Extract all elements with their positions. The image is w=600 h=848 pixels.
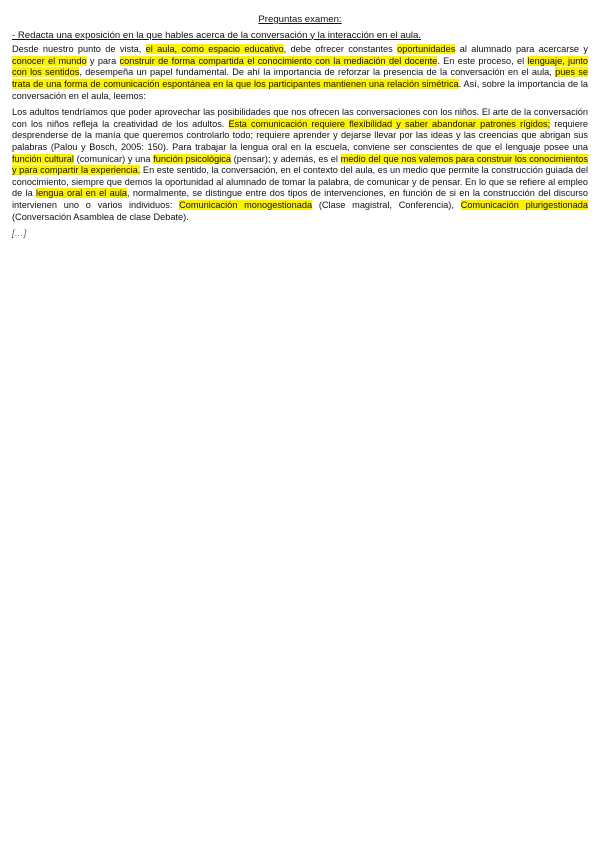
section-heading-1: - Redacta una exposición en la que hables acerca de la conversación y la interacción en el aula. [12,29,422,41]
highlighted-text: Esta comunicación requiere flexibilidad y saber abandonar patrones rígidos; [228,118,551,129]
highlighted-text: pues se trata de una forma de comunicación espontánea en la que los participantes mantienen una relación simétrica [12,67,588,89]
highlighted-text: Comunicación monogestionada [179,199,313,210]
highlighted-text: Comunicación plurigestionada [460,199,588,210]
text-run: (pensar); y además, es el [230,153,341,164]
text-run: (Conversación Asamblea de clase Debate). [12,211,189,222]
highlighted-text: lenguaje, junto con los sentidos [12,55,588,78]
text-run: Desde nuestro punto de vista, [12,44,146,55]
highlighted-text: conocer el mundo [12,55,87,66]
highlighted-text: oportunidades [397,44,456,55]
highlighted-text: lengua oral en el aula [36,188,127,199]
highlighted-text: función psicológica [153,153,231,164]
page-title: Preguntas examen: [258,14,342,25]
paragraph-2 [12,107,588,223]
highlighted-text: función cultural [12,153,74,164]
highlighted-text: el aula, como espacio educativo [145,44,284,55]
paragraph-1 [12,44,588,102]
highlighted-text: construir de forma compartida el conocimiento con la mediación del docente [119,55,438,66]
text-run: Los adultos tendríamos que poder aprovechar las posibilidades que nos ofrecen las conversaciones con los niños. El arte de la conversación con los niños refleja la creatividad de los adultos. [12,107,588,129]
text-run: y para [86,55,120,66]
text-run: , normalmente, se distingue entre dos tipos de intervenciones, en función de si en la construcción del discurso intervienen uno o varios individuos: [12,188,588,210]
highlighted-text: medio del que nos valemos para construir los conocimientos y para compartir la experiencia. [12,153,589,176]
text-run: requiere desprenderse de la manía que queremos controlarlo todo; requiere aprender y dejarse llevar por las ideas y las creencias que abrigan sus palabras (Palou y Bosch, 2005: 150). Para trabajar la lengua oral en la escuela, conviene ser conscientes de que el lenguaje posee una [12,118,589,152]
text-run: (Clase magistral, Conferencia), [312,199,461,210]
text-run: (comunicar) y una [73,153,154,164]
text-run: , debe ofrecer constantes [283,44,398,55]
truncation-note: […] [12,228,27,239]
text-run: , desempeña un papel fundamental. De ahí la importancia de reforzar la presencia de la conversación en el aula, [79,67,556,78]
text-run: En este sentido, la conversación, en el contexto del aula, es un medio que permite la construcción guiada del conocimiento, siempre que demos la oportunidad al alumnado de tomar la palabra, de comunicar y de pensar. En lo que se refiere al empleo de la [12,165,588,199]
text-run: al alumnado para acercarse y [455,44,588,55]
text-run: . Así, sobre la importancia de la conversación en el aula, leemos: [12,78,588,101]
text-run: . En este proceso, el [437,55,528,66]
